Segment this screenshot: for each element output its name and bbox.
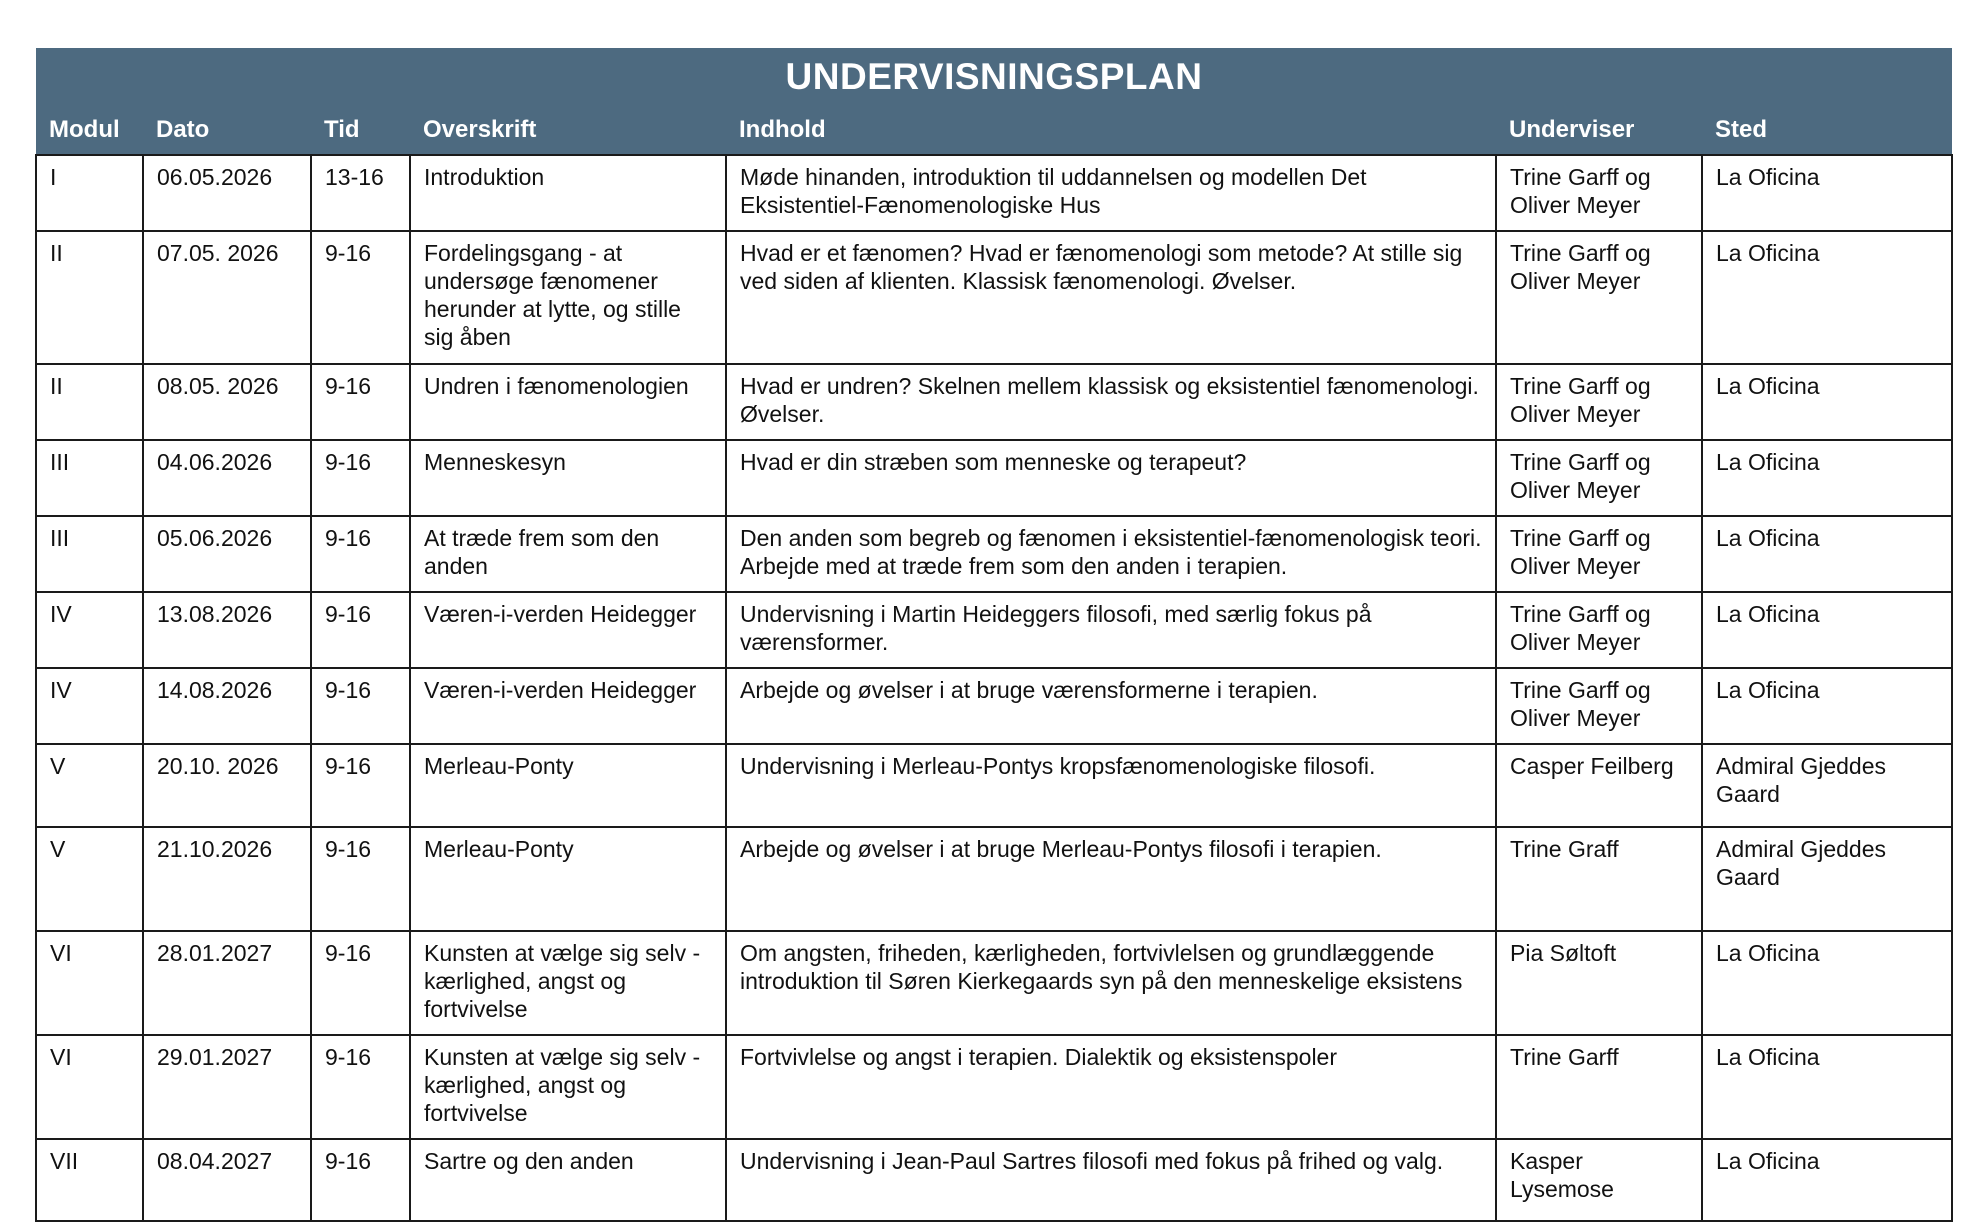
cell-indhold: Arbejde og øvelser i at bruge Merleau-Pontys filosofi i terapien. (726, 827, 1496, 931)
cell-sted: La Oficina (1702, 1139, 1952, 1221)
cell-indhold: Undervisning i Martin Heideggers filosofi, med særlig fokus på værensformer. (726, 592, 1496, 668)
cell-tid: 9-16 (311, 744, 410, 827)
table-row (36, 155, 1952, 231)
table-row (36, 364, 1952, 440)
cell-sted: La Oficina (1702, 592, 1952, 668)
table-title: UNDERVISNINGSPLAN (36, 48, 1952, 106)
cell-dato: 13.08.2026 (143, 592, 311, 668)
table-row (36, 827, 1952, 931)
cell-tid: 9-16 (311, 440, 410, 516)
cell-tid: 9-16 (311, 668, 410, 744)
cell-modul: VII (36, 1139, 143, 1221)
cell-underviser: Trine Garff og Oliver Meyer (1496, 364, 1702, 440)
cell-tid: 9-16 (311, 592, 410, 668)
cell-dato: 08.04.2027 (143, 1139, 311, 1221)
cell-dato: 21.10.2026 (143, 827, 311, 931)
cell-underviser: Trine Garff og Oliver Meyer (1496, 592, 1702, 668)
cell-indhold: Hvad er et fænomen? Hvad er fænomenologi som metode? At stille sig ved siden af klienten. Klassisk fænomenologi. Øvelser. (726, 231, 1496, 364)
cell-overskrift: Fordelingsgang - at undersøge fænomener herunder at lytte, og stille sig åben (410, 231, 726, 364)
header-overskrift: Overskrift (410, 106, 726, 155)
table-row (36, 1035, 1952, 1139)
table-row (36, 744, 1952, 827)
cell-overskrift: Merleau-Ponty (410, 744, 726, 827)
cell-dato: 05.06.2026 (143, 516, 311, 592)
cell-modul: IV (36, 668, 143, 744)
cell-underviser: Trine Garff og Oliver Meyer (1496, 668, 1702, 744)
cell-modul: IV (36, 592, 143, 668)
cell-tid: 13-16 (311, 155, 410, 231)
cell-overskrift: Væren-i-verden Heidegger (410, 668, 726, 744)
table-row (36, 592, 1952, 668)
header-modul: Modul (36, 106, 143, 155)
header-indhold: Indhold (726, 106, 1496, 155)
cell-underviser: Kasper Lysemose (1496, 1139, 1702, 1221)
cell-overskrift: Undren i fænomenologien (410, 364, 726, 440)
cell-dato: 07.05. 2026 (143, 231, 311, 364)
header-dato: Dato (143, 106, 311, 155)
cell-modul: II (36, 231, 143, 364)
cell-dato: 28.01.2027 (143, 931, 311, 1035)
cell-underviser: Pia Søltoft (1496, 931, 1702, 1035)
cell-modul: II (36, 364, 143, 440)
cell-tid: 9-16 (311, 1035, 410, 1139)
cell-indhold: Undervisning i Merleau-Pontys kropsfænomenologiske filosofi. (726, 744, 1496, 827)
cell-dato: 06.05.2026 (143, 155, 311, 231)
cell-sted: La Oficina (1702, 931, 1952, 1035)
cell-sted: La Oficina (1702, 231, 1952, 364)
cell-dato: 14.08.2026 (143, 668, 311, 744)
cell-indhold: Fortvivlelse og angst i terapien. Dialektik og eksistenspoler (726, 1035, 1496, 1139)
cell-dato: 04.06.2026 (143, 440, 311, 516)
cell-modul: V (36, 827, 143, 931)
cell-dato: 20.10. 2026 (143, 744, 311, 827)
cell-underviser: Trine Garff og Oliver Meyer (1496, 155, 1702, 231)
cell-dato: 08.05. 2026 (143, 364, 311, 440)
cell-tid: 9-16 (311, 231, 410, 364)
cell-indhold: Hvad er undren? Skelnen mellem klassisk og eksistentiel fænomenologi. Øvelser. (726, 364, 1496, 440)
cell-tid: 9-16 (311, 516, 410, 592)
cell-underviser: Trine Graff (1496, 827, 1702, 931)
header-underviser: Underviser (1496, 106, 1702, 155)
cell-dato: 29.01.2027 (143, 1035, 311, 1139)
cell-underviser: Trine Garff (1496, 1035, 1702, 1139)
schedule-table (35, 48, 1953, 1222)
header-sted: Sted (1702, 106, 1952, 155)
cell-overskrift: Væren-i-verden Heidegger (410, 592, 726, 668)
cell-tid: 9-16 (311, 827, 410, 931)
cell-underviser: Casper Feilberg (1496, 744, 1702, 827)
cell-sted: Admiral Gjeddes Gaard (1702, 827, 1952, 931)
cell-modul: III (36, 440, 143, 516)
schedule-document (35, 48, 1951, 1222)
cell-sted: La Oficina (1702, 440, 1952, 516)
cell-modul: VI (36, 1035, 143, 1139)
table-row (36, 931, 1952, 1035)
cell-sted: La Oficina (1702, 668, 1952, 744)
cell-overskrift: Menneskesyn (410, 440, 726, 516)
cell-overskrift: Merleau-Ponty (410, 827, 726, 931)
header-tid: Tid (311, 106, 410, 155)
cell-sted: Admiral Gjeddes Gaard (1702, 744, 1952, 827)
cell-sted: La Oficina (1702, 1035, 1952, 1139)
table-row (36, 231, 1952, 364)
cell-modul: V (36, 744, 143, 827)
cell-overskrift: At træde frem som den anden (410, 516, 726, 592)
table-row (36, 1139, 1952, 1221)
header-row (36, 106, 1952, 155)
cell-tid: 9-16 (311, 1139, 410, 1221)
cell-underviser: Trine Garff og Oliver Meyer (1496, 231, 1702, 364)
table-row (36, 440, 1952, 516)
cell-overskrift: Introduktion (410, 155, 726, 231)
cell-indhold: Hvad er din stræben som menneske og terapeut? (726, 440, 1496, 516)
cell-modul: III (36, 516, 143, 592)
cell-tid: 9-16 (311, 931, 410, 1035)
cell-indhold: Den anden som begreb og fænomen i eksistentiel-fænomenologisk teori. Arbejde med at træde frem som den anden i terapien. (726, 516, 1496, 592)
cell-indhold: Møde hinanden, introduktion til uddannelsen og modellen Det Eksistentiel-Fænomenologiske Hus (726, 155, 1496, 231)
cell-modul: I (36, 155, 143, 231)
table-row (36, 516, 1952, 592)
cell-underviser: Trine Garff og Oliver Meyer (1496, 516, 1702, 592)
cell-sted: La Oficina (1702, 364, 1952, 440)
cell-modul: VI (36, 931, 143, 1035)
cell-underviser: Trine Garff og Oliver Meyer (1496, 440, 1702, 516)
cell-sted: La Oficina (1702, 155, 1952, 231)
cell-indhold: Undervisning i Jean-Paul Sartres filosofi med fokus på frihed og valg. (726, 1139, 1496, 1221)
cell-overskrift: Sartre og den anden (410, 1139, 726, 1221)
cell-indhold: Om angsten, friheden, kærligheden, fortvivlelsen og grundlæggende introduktion til Søren Kierkegaards syn på den menneskelige eksistens (726, 931, 1496, 1035)
cell-overskrift: Kunsten at vælge sig selv - kærlighed, angst og fortvivelse (410, 931, 726, 1035)
title-row (36, 48, 1952, 106)
cell-overskrift: Kunsten at vælge sig selv - kærlighed, angst og fortvivelse (410, 1035, 726, 1139)
cell-sted: La Oficina (1702, 516, 1952, 592)
cell-tid: 9-16 (311, 364, 410, 440)
table-row (36, 668, 1952, 744)
cell-indhold: Arbejde og øvelser i at bruge værensformerne i terapien. (726, 668, 1496, 744)
